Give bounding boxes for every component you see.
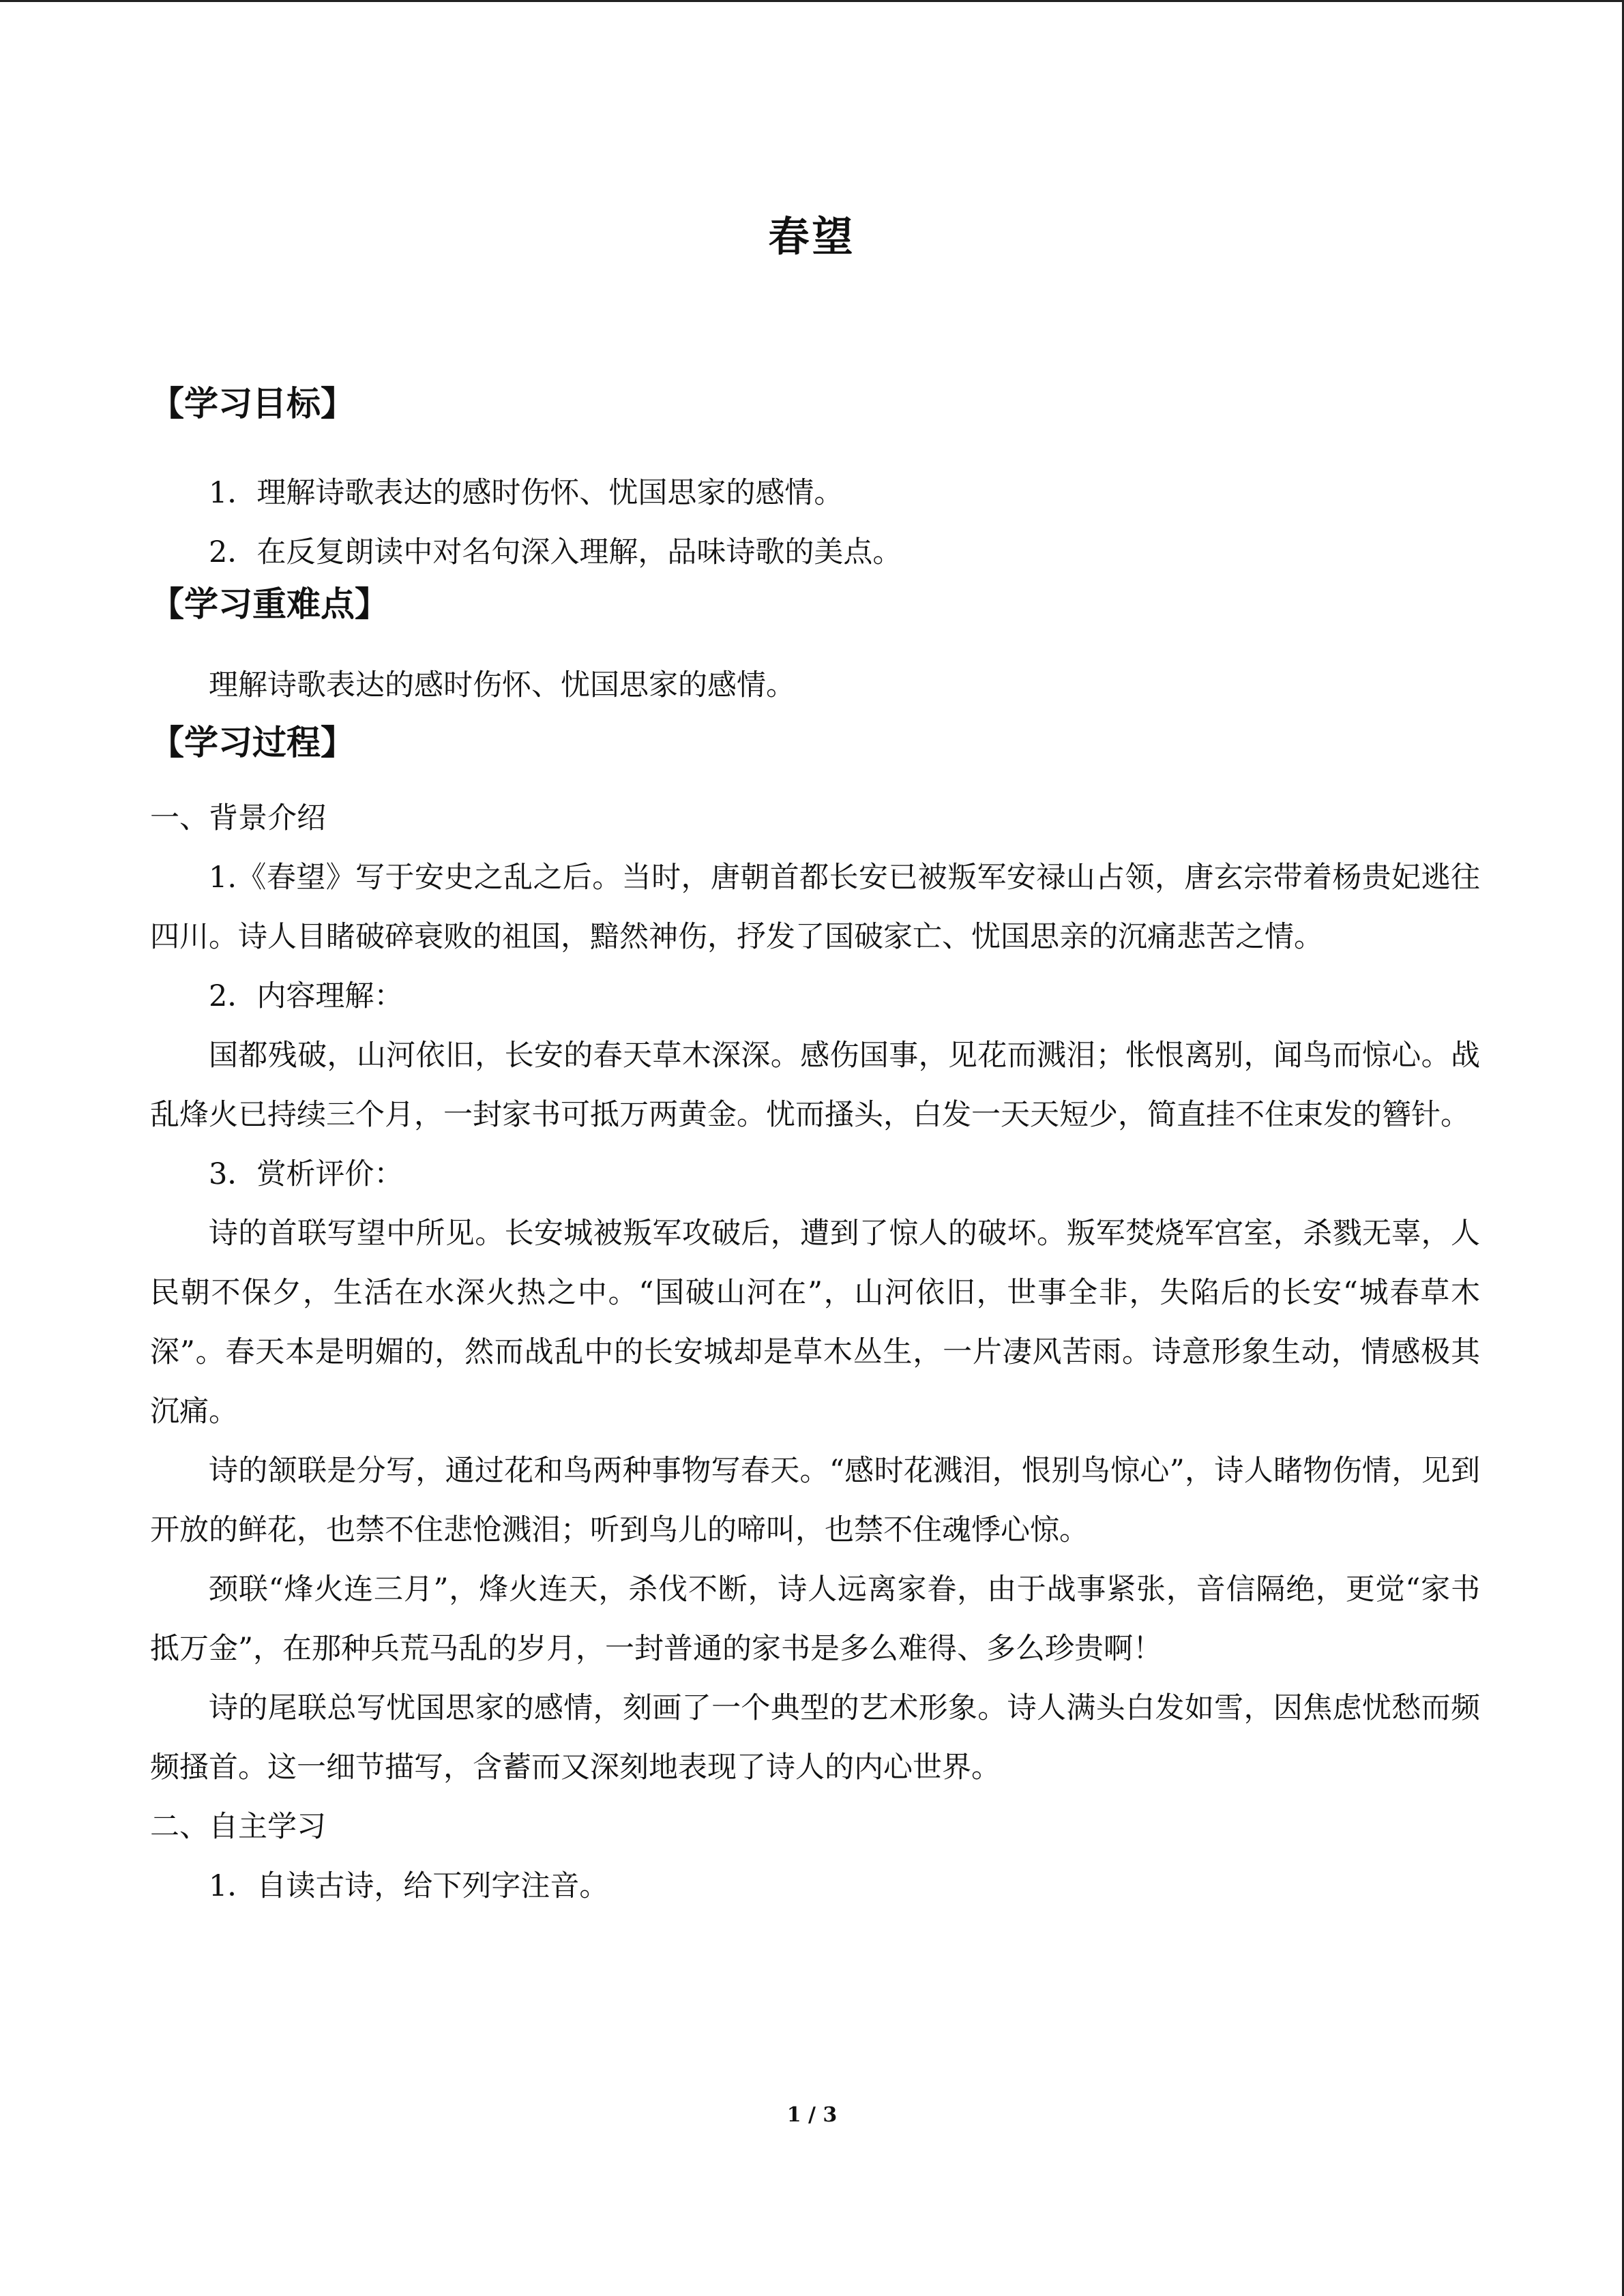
background-paragraph-1: 1.《春望》写于安史之乱之后。当时，唐朝首都长安已被叛军安禄山占领，唐玄宗带着杨贵妃逃往四川。诗人目睹破碎衰败的祖国，黯然神伤，抒发了国破家亡、忧国思亲的沉痛悲苦之情。	[150, 861, 1480, 954]
key-points-text: 理解诗歌表达的感时伤怀、忧国思家的感情。	[209, 668, 795, 702]
background-label-2: 2．内容理解：	[209, 979, 404, 1013]
document-body	[150, 382, 1480, 1916]
analysis-paragraph-2: 诗的颔联是分写，通过花和鸟两种事物写春天。“感时花溅泪，恨别鸟惊心”，诗人睹物伤情，见到开放的鲜花，也禁不住悲怆溅泪；听到鸟儿的啼叫，也禁不住魂悸心惊。	[150, 1454, 1480, 1547]
analysis-paragraph-3: 颈联“烽火连三月”，烽火连天，杀伐不断，诗人远离家眷，由于战事紧张，音信隔绝，更觉“家书抵万金”，在那种兵荒马乱的岁月，一封普通的家书是多么难得、多么珍贵啊！	[150, 1572, 1480, 1666]
analysis-paragraph-1: 诗的首联写望中所见。长安城被叛军攻破后，遭到了惊人的破坏。叛军焚烧军宫室，杀戮无辜，人民朝不保夕，生活在水深火热之中。“国破山河在”，山河依旧，世事全非，失陷后的长安“城春草木深”。春天本是明媚的，然而战乱中的长安城却是草木丛生，一片凄风苦雨。诗意形象生动，情感极其沉痛。	[150, 1217, 1480, 1429]
goal-item-2: 2．在反复朗读中对名句深入理解，品味诗歌的美点。	[209, 535, 902, 569]
content-understanding-text: 国都残破，山河依旧，长安的春天草木深深。感伤国事，见花而溅泪；怅恨离别，闻鸟而惊心。战乱烽火已持续三个月，一封家书可抵万两黄金。忧而搔头，白发一天天短少，简直挂不住束发的簪针。	[150, 1039, 1480, 1132]
background-label-3: 3．赏析评价：	[209, 1157, 404, 1191]
part-2-title: 二、自主学习	[150, 1810, 326, 1844]
page-title: 春望	[768, 213, 856, 261]
heading-learning-goals: 【学习目标】	[150, 383, 355, 423]
heading-learning-process: 【学习过程】	[150, 722, 355, 762]
self-study-item-1: 1．自读古诗，给下列字注音。	[209, 1869, 609, 1903]
heading-key-points: 【学习重难点】	[150, 584, 389, 624]
page-top-border	[0, 0, 1624, 2]
goal-item-1: 1．理解诗歌表达的感时伤怀、忧国思家的感情。	[209, 476, 844, 510]
page-number: 1 / 3	[786, 2103, 838, 2127]
part-1-title: 一、背景介绍	[150, 801, 326, 835]
analysis-paragraph-4: 诗的尾联总写忧国思家的感情，刻画了一个典型的艺术形象。诗人满头白发如雪，因焦虑忧愁而频频搔首。这一细节描写，含蓄而又深刻地表现了诗人的内心世界。	[150, 1691, 1480, 1785]
